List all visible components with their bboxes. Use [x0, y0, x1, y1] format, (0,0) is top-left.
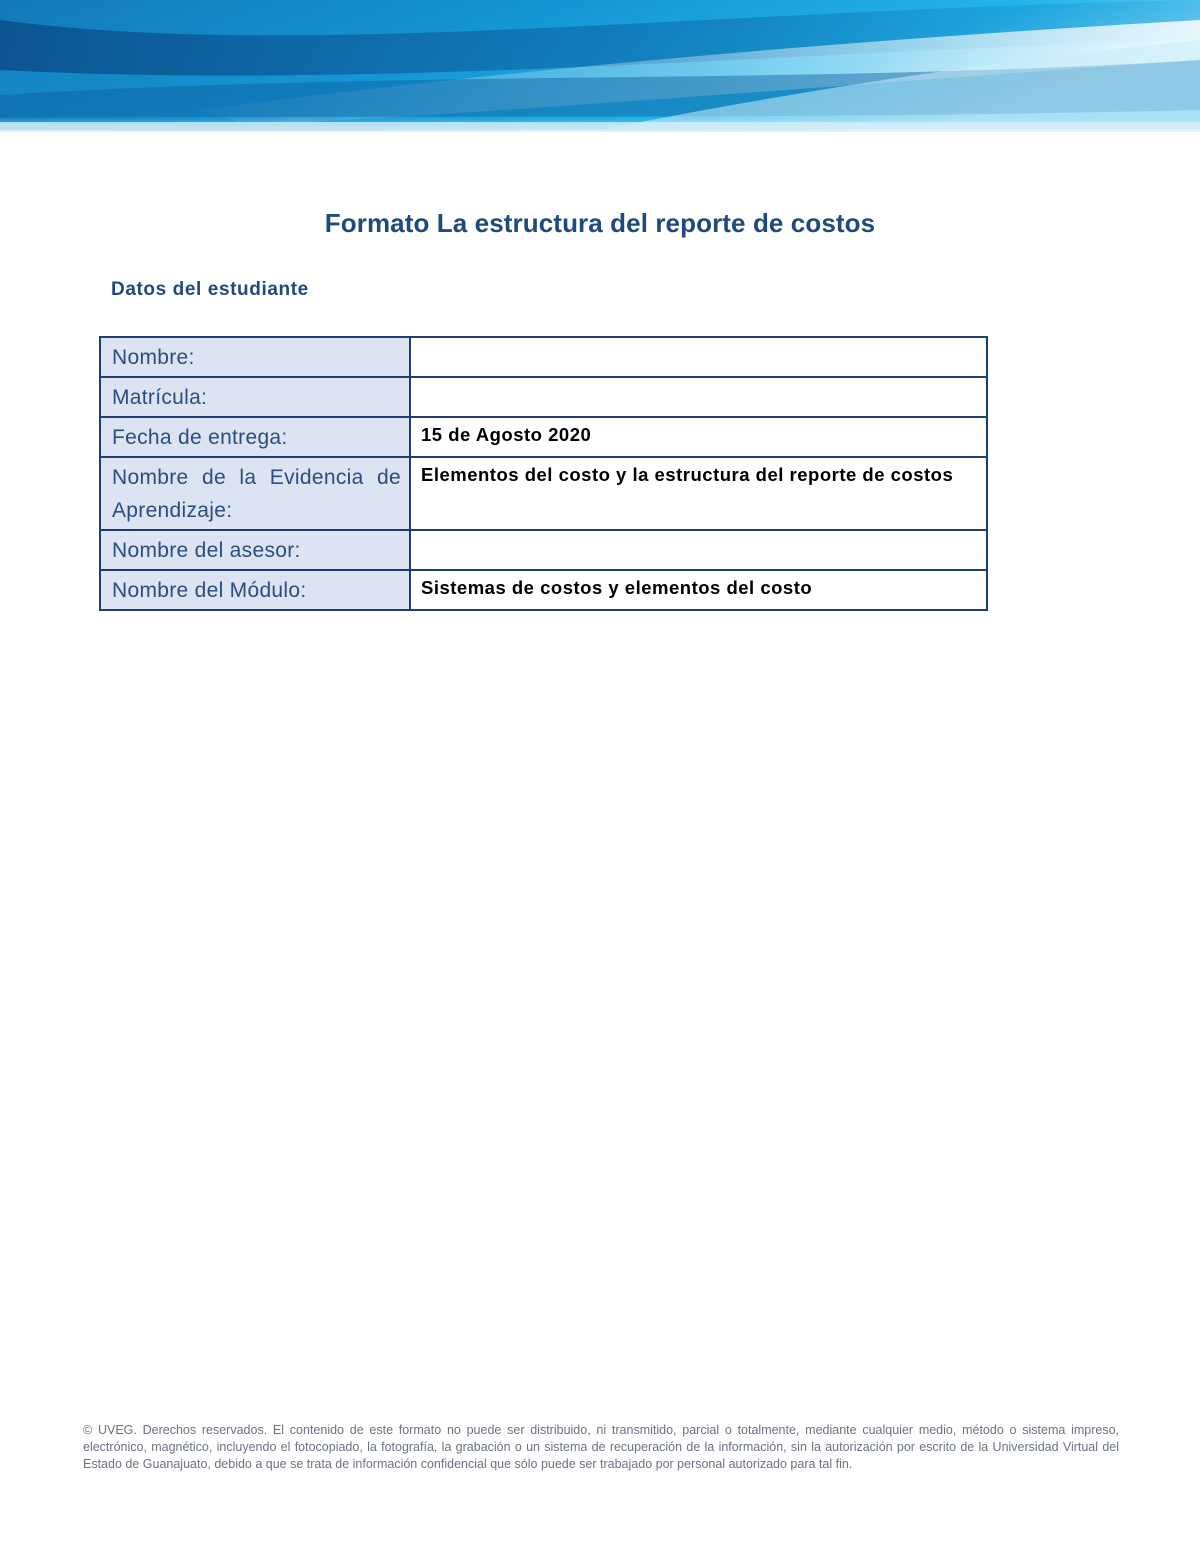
row-label-enrollment: Matrícula:: [100, 377, 410, 417]
table-row: [100, 457, 987, 530]
row-label-delivery-date: Fecha de entrega:: [100, 417, 410, 457]
header-banner-graphic: [0, 0, 1200, 148]
section-heading-student-data: Datos del estudiante: [111, 279, 309, 300]
footer-copyright: © UVEG. Derechos reservados. El contenido de este formato no puede ser distribuido, ni transmitido, parcial o totalmente, mediante cualquier medio, método o sistema impreso, electrónico, magnético, incluyendo el fotocopiado, la fotografía, la grabación o un sistema de recuperación de la información, sin la autorización por escrito de la Universidad Virtual del Estado de Guanajuato, debido a que se trata de información confidencial que sólo puede ser trabajado por personal autorizado para tal fin.: [83, 1423, 1119, 1471]
row-label-name: Nombre:: [100, 337, 410, 377]
student-data-table: [99, 336, 988, 611]
row-value-name[interactable]: [410, 337, 987, 377]
table-row: [100, 530, 987, 570]
row-value-delivery-date[interactable]: 15 de Agosto 2020: [410, 417, 987, 457]
row-label-evidence-name: Nombre de la Evidencia de Aprendizaje:: [100, 457, 410, 530]
table-row: [100, 337, 987, 377]
table-row: [100, 417, 987, 457]
header-banner: [0, 0, 1200, 148]
row-value-evidence-name[interactable]: Elementos del costo y la estructura del reporte de costos: [410, 457, 987, 530]
table-row: [100, 570, 987, 610]
row-value-enrollment[interactable]: [410, 377, 987, 417]
table-row: [100, 377, 987, 417]
row-label-advisor: Nombre del asesor:: [100, 530, 410, 570]
row-value-advisor[interactable]: [410, 530, 987, 570]
document-title: Formato La estructura del reporte de costos: [324, 208, 876, 238]
row-label-module: Nombre del Módulo:: [100, 570, 410, 610]
row-value-module[interactable]: Sistemas de costos y elementos del costo: [410, 570, 987, 610]
